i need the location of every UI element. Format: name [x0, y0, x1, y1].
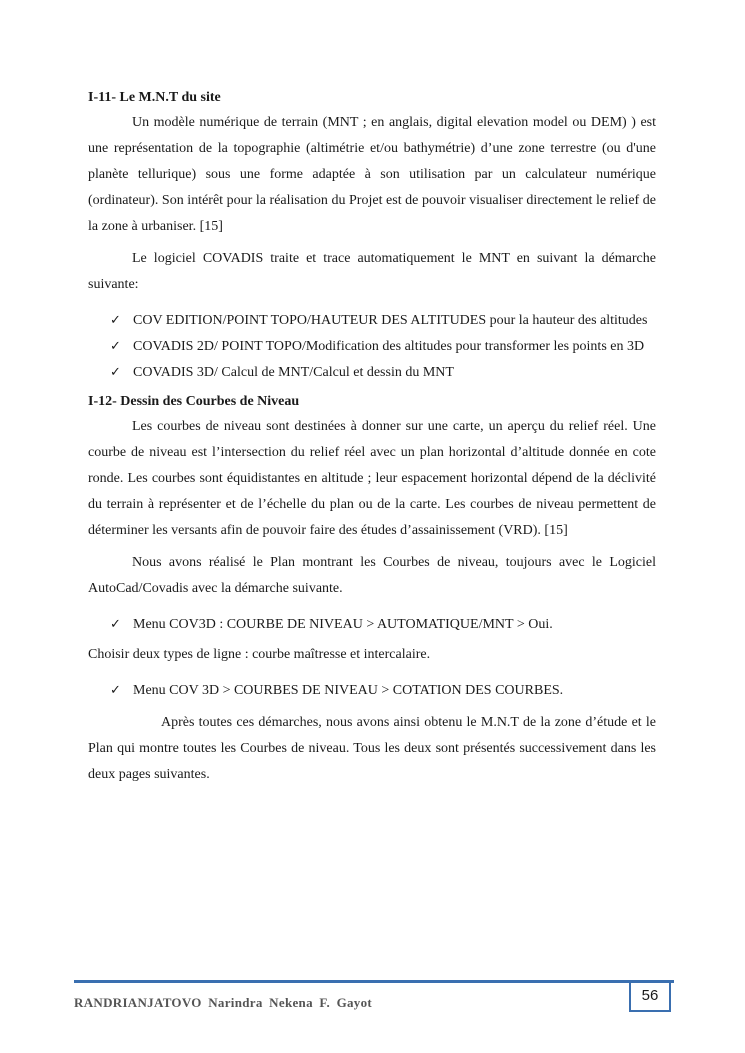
mnt-steps-list: [88, 308, 656, 386]
checkmark-icon: ✓: [110, 617, 121, 632]
page-number: 56: [629, 983, 671, 1012]
list-item-text: COVADIS 3D/ Calcul de MNT/Calcul et dessin du MNT: [133, 365, 454, 380]
checkmark-icon: ✓: [110, 365, 121, 380]
list-item-text: Menu COV 3D > COURBES DE NIVEAU > COTATION DES COURBES.: [133, 683, 564, 698]
list-item-text: Menu COV3D : COURBE DE NIVEAU > AUTOMATIQUE/MNT > Oui.: [133, 617, 553, 632]
checkmark-icon: ✓: [110, 313, 121, 328]
page-body: [88, 86, 656, 788]
list-item: [88, 360, 656, 386]
list-item-text: COVADIS 2D/ POINT TOPO/Modification des altitudes pour transformer les points en 3D: [133, 339, 645, 354]
list-item: [88, 334, 656, 360]
checkmark-icon: ✓: [110, 339, 121, 354]
list-item: [88, 678, 656, 704]
paragraph-contours-definition: Les courbes de niveau sont destinées à donner sur une carte, un aperçu du relief réel. Une courbe de niveau est l’intersection du relief réel avec un plan horizontal d’altitude donnée en cote ronde. Les courbes sont équidistantes en altitude ; leur espacement horizontal dépend de la déclivité du terrain à représenter et de l’échelle du plan ou de la carte. Les courbes de niveau permettent de déterminer les versants afin de pouvoir faire des études d’assainissement (VRD). [15]: [88, 419, 656, 538]
line-types-text: Choisir deux types de ligne : courbe maîtresse et intercalaire.: [88, 647, 431, 662]
footer-author: RANDRIANJATOVO Narindra Nekena F. Gayot: [74, 995, 373, 1010]
checkmark-icon: ✓: [110, 683, 121, 698]
paragraph-conclusion: Après toutes ces démarches, nous avons ainsi obtenu le M.N.T de la zone d’étude et le Plan qui montre toutes les Courbes de niveau. Tous les deux sont présentés successivement dans les deux pages suivantes.: [88, 715, 656, 782]
section-heading-contours: I-12- Dessin des Courbes de Niveau: [88, 394, 300, 409]
paragraph-mnt-definition: Un modèle numérique de terrain (MNT ; en anglais, digital elevation model ou DEM) ) est une représentation de la topographie (altimétrie et/ou bathymétrie) d’une zone terrestre (ou d'une planète tellurique) sous une forme adaptée à son utilisation par un calculateur numérique (ordinateur). Son intérêt pour la réalisation du Projet est de pouvoir visualiser directement le relief de la zone à urbaniser. [15]: [88, 115, 656, 234]
paragraph-contours-plan: Nous avons réalisé le Plan montrant les Courbes de niveau, toujours avec le Logiciel AutoCad/Covadis avec la démarche suivante.: [88, 555, 656, 596]
list-item: [88, 308, 656, 334]
contour-steps-list-2: [88, 678, 656, 704]
paragraph-covadis-intro: Le logiciel COVADIS traite et trace automatiquement le MNT en suivant la démarche suivante:: [88, 251, 656, 292]
section-heading-mnt: I-11- Le M.N.T du site: [88, 90, 221, 105]
contour-steps-list-1: [88, 612, 656, 638]
footer-rule: [74, 980, 674, 983]
list-item-text: COV EDITION/POINT TOPO/HAUTEUR DES ALTITUDES pour la hauteur des altitudes: [133, 313, 648, 328]
list-item: [88, 612, 656, 638]
